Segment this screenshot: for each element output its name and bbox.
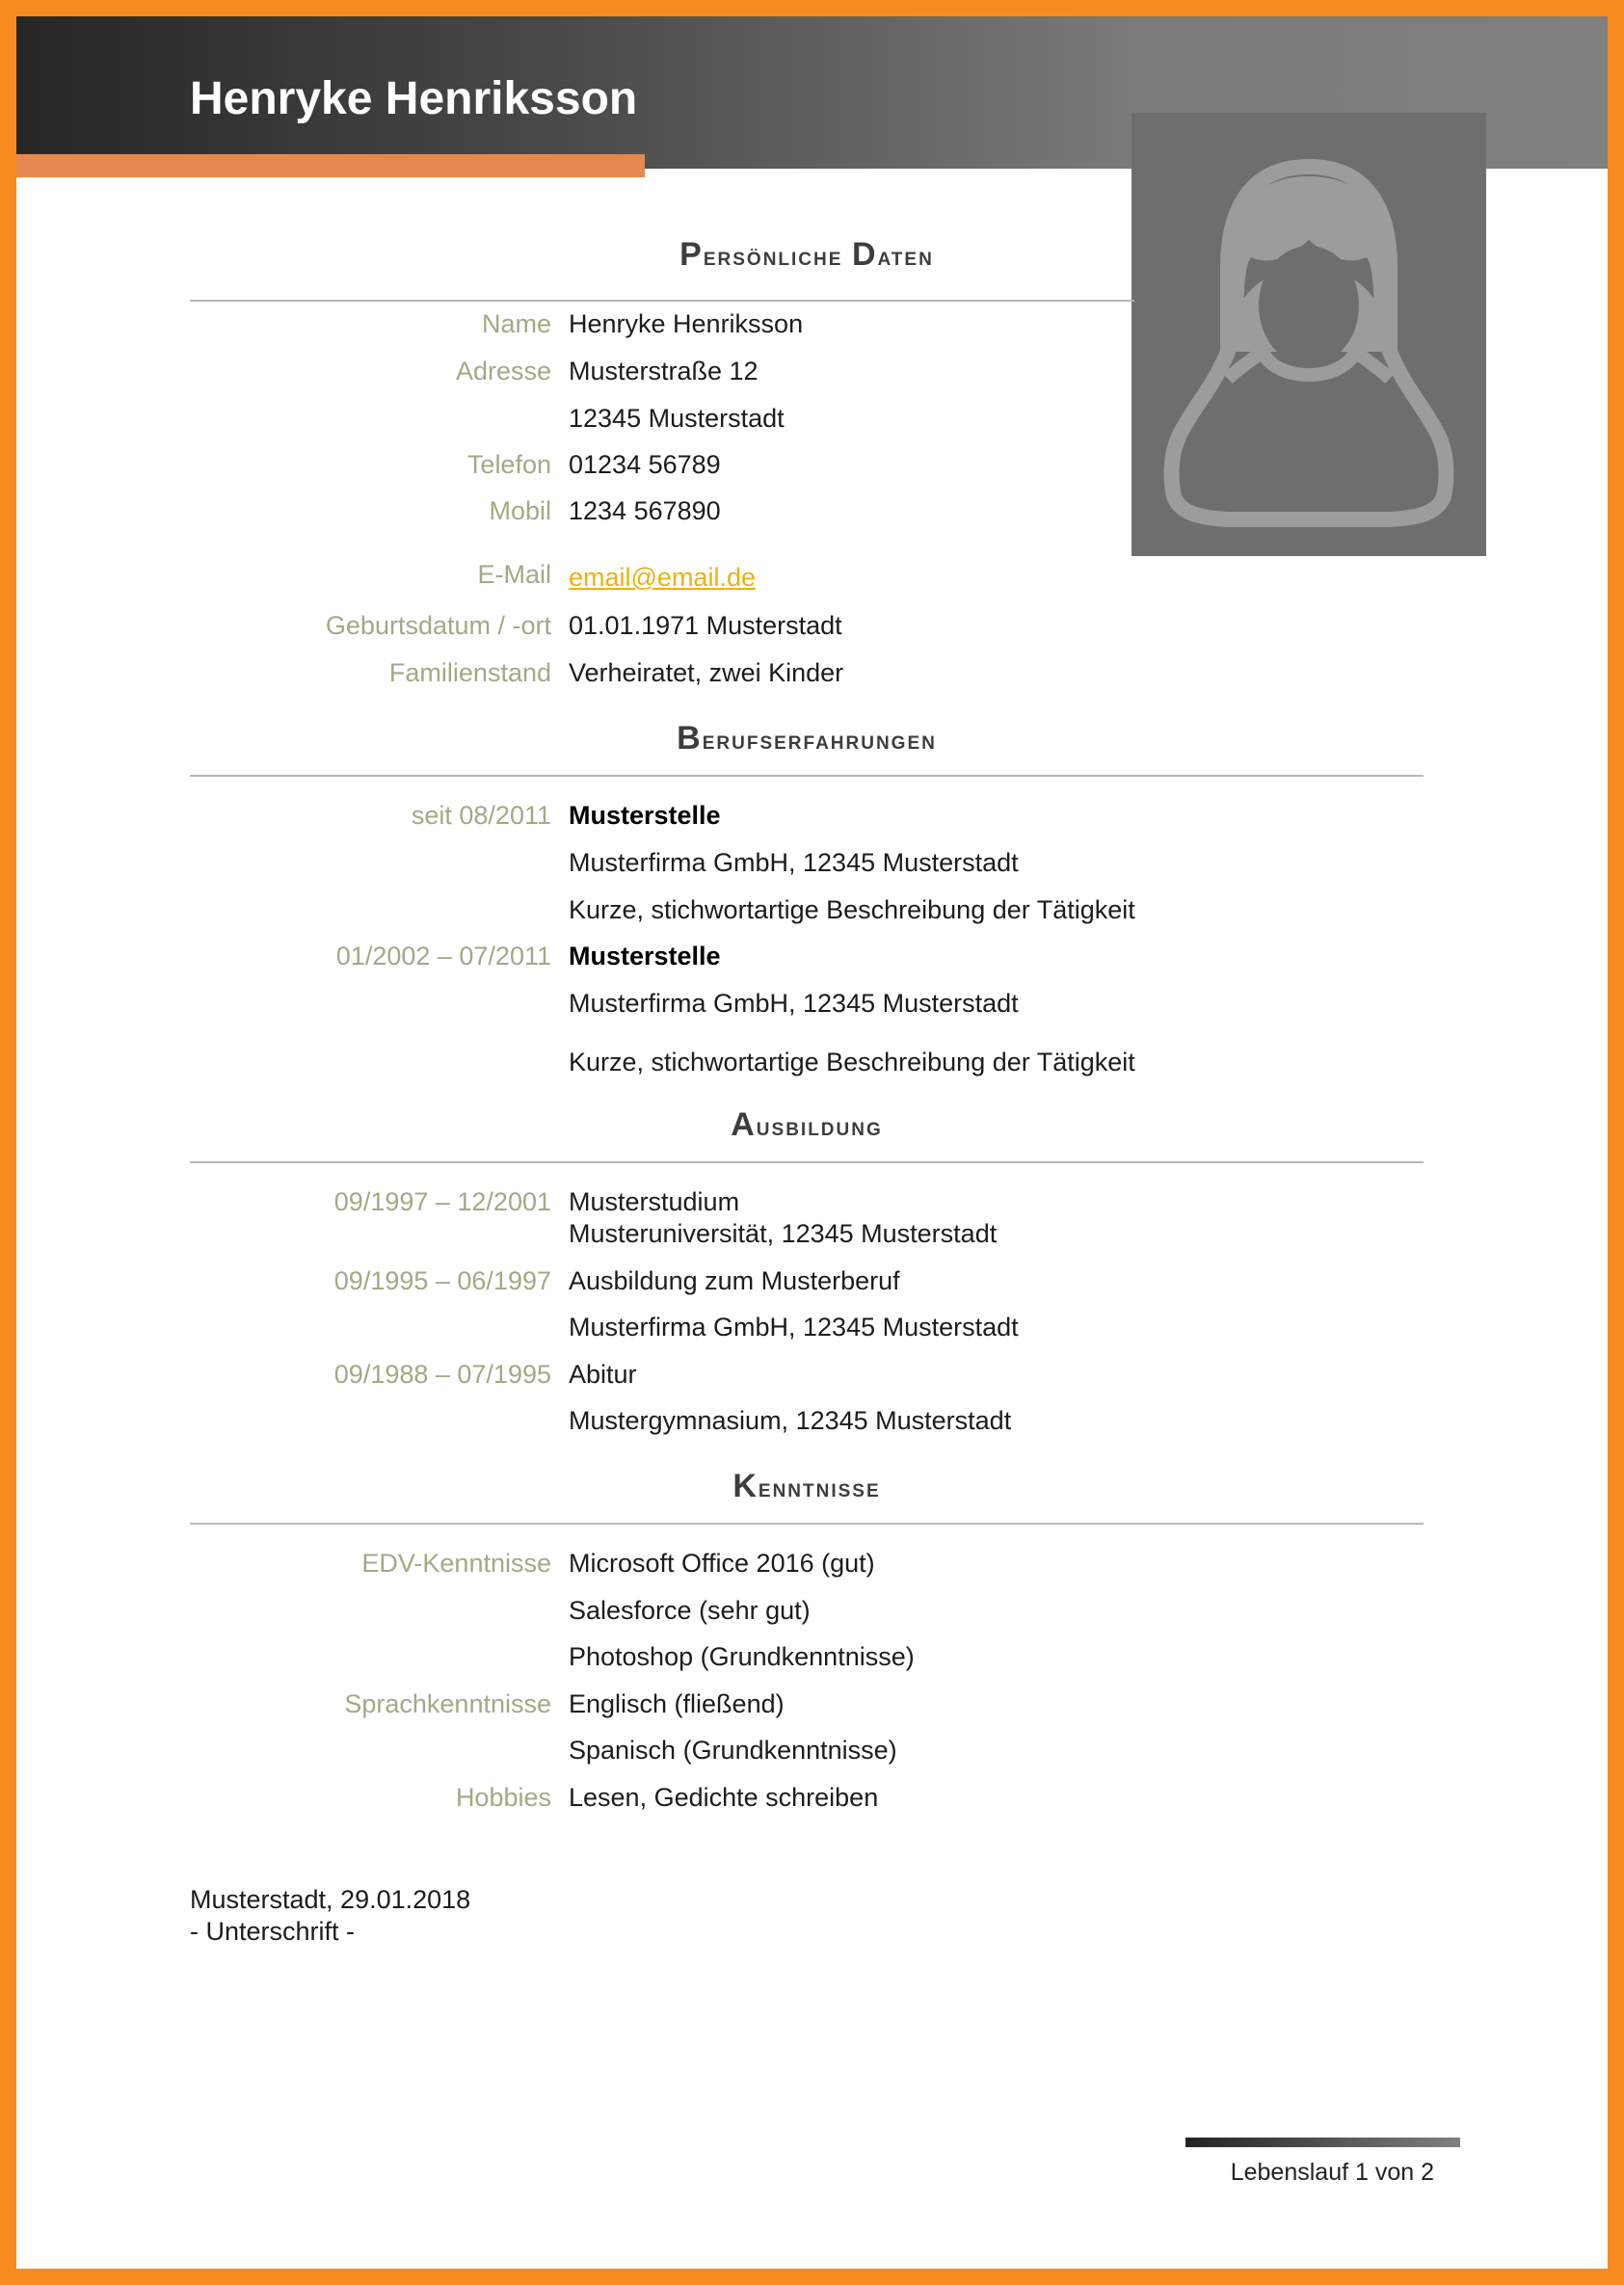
value-phone: 01234 56789 — [569, 450, 721, 479]
label-name: Name — [481, 309, 551, 338]
language-item: Spanisch (Grundkenntnisse) — [569, 1736, 897, 1765]
profile-photo — [1131, 113, 1486, 556]
label-family: Familienstand — [388, 658, 551, 687]
job-title: Musterstelle — [569, 942, 721, 970]
job-company: Musterfirma GmbH, 12345 Musterstadt — [569, 989, 1019, 1018]
education-period: 09/1988 – 07/1995 — [333, 1360, 551, 1389]
footer-bar — [1185, 2138, 1460, 2147]
language-item: Englisch (fließend) — [569, 1689, 785, 1718]
job-period: seit 08/2011 — [411, 801, 551, 830]
value-name: Henryke Henriksson — [569, 309, 804, 338]
skill-item: Microsoft Office 2016 (gut) — [569, 1549, 875, 1578]
education-title: Ausbildung zum Musterberuf — [569, 1266, 900, 1295]
label-birth: Geburtsdatum / -ort — [325, 611, 551, 640]
label-mobile: Mobil — [489, 496, 551, 525]
signature-line: - Unterschrift - — [190, 1917, 356, 1946]
page-indicator: Lebenslauf 1 von 2 — [1230, 2159, 1434, 2186]
education-institution: Musteruniversität, 12345 Musterstadt — [569, 1219, 998, 1248]
value-mobile: 1234 567890 — [569, 496, 721, 525]
education-title: Musterstudium — [569, 1187, 740, 1216]
job-title: Musterstelle — [569, 801, 721, 830]
section-rule — [190, 1161, 1424, 1163]
job-description: Kurze, stichwortartige Beschreibung der Tätigkeit — [569, 895, 1135, 924]
education-institution: Mustergymnasium, 12345 Musterstadt — [569, 1406, 1012, 1435]
skill-item: Salesforce (sehr gut) — [569, 1596, 811, 1625]
section-rule — [190, 775, 1424, 777]
label-address: Adresse — [455, 357, 551, 385]
education-institution: Musterfirma GmbH, 12345 Musterstadt — [569, 1313, 1019, 1342]
section-rule — [190, 300, 1134, 302]
header-accent-bar — [16, 154, 645, 177]
skill-item: Photoshop (Grundkenntnisse) — [569, 1642, 915, 1671]
job-period: 01/2002 – 07/2011 — [335, 942, 551, 970]
section-heading-experience: Berufserfahrungen — [677, 720, 937, 757]
label-it-skills: EDV-Kenntnisse — [361, 1549, 551, 1578]
applicant-name-title: Henryke Henriksson — [190, 73, 638, 124]
label-email: E-Mail — [477, 560, 551, 589]
value-family: Verheiratet, zwei Kinder — [569, 658, 844, 687]
label-hobbies: Hobbies — [455, 1783, 551, 1812]
email-link[interactable]: email@email.de — [569, 563, 756, 592]
signature-place-date: Musterstadt, 29.01.2018 — [190, 1885, 471, 1914]
education-title: Abitur — [569, 1360, 637, 1389]
value-street: Musterstraße 12 — [569, 357, 759, 385]
section-heading-education: Ausbildung — [731, 1106, 883, 1143]
section-rule — [190, 1523, 1424, 1525]
education-period: 09/1995 – 06/1997 — [333, 1266, 551, 1295]
section-heading-personal: Persönliche Daten — [679, 236, 934, 273]
value-city: 12345 Musterstadt — [569, 404, 785, 433]
label-phone: Telefon — [466, 450, 551, 479]
job-company: Musterfirma GmbH, 12345 Musterstadt — [569, 848, 1019, 877]
person-placeholder-icon — [1131, 113, 1486, 556]
job-description: Kurze, stichwortartige Beschreibung der Tätigkeit — [569, 1048, 1135, 1076]
value-birth: 01.01.1971 Musterstadt — [569, 611, 842, 640]
label-languages: Sprachkenntnisse — [344, 1689, 551, 1718]
section-heading-skills: Kenntnisse — [732, 1468, 881, 1504]
education-period: 09/1997 – 12/2001 — [333, 1187, 551, 1216]
hobbies-value: Lesen, Gedichte schreiben — [569, 1783, 879, 1812]
